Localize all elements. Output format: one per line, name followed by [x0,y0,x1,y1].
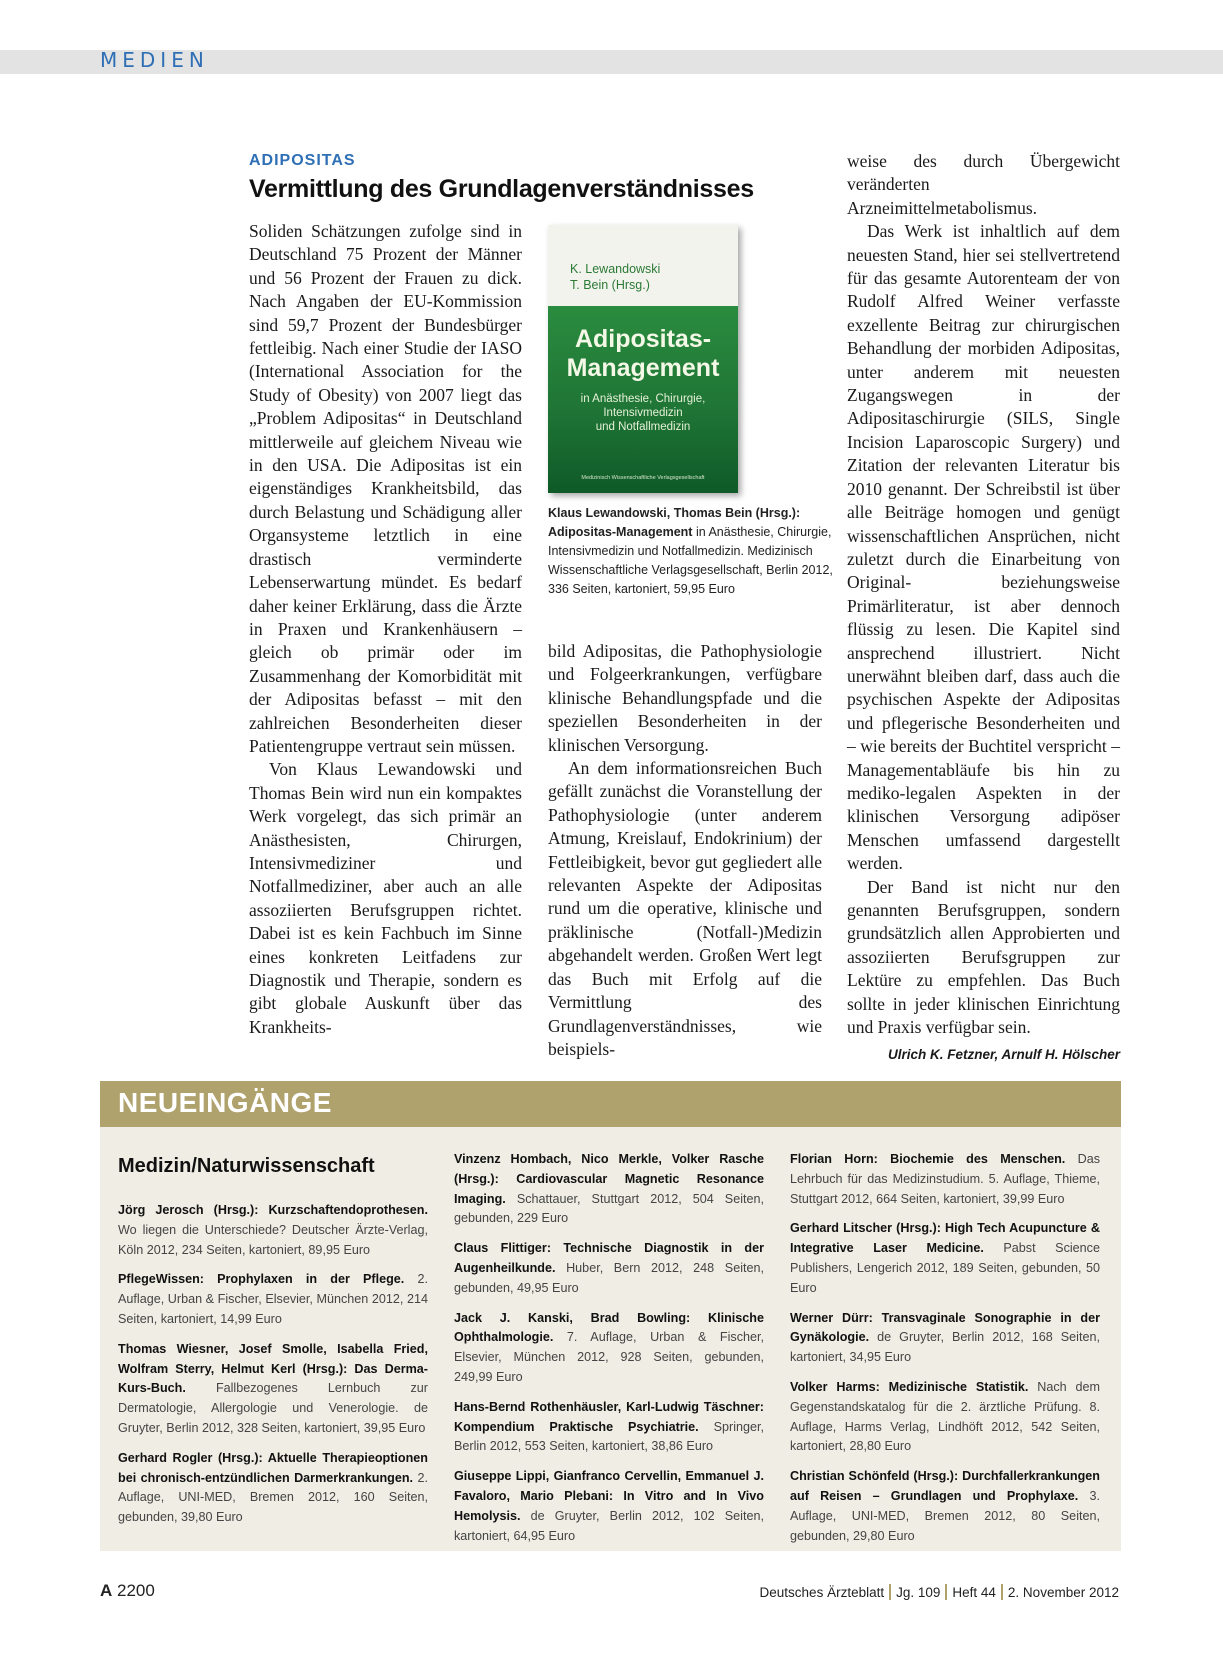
book-listing [790,1378,1100,1457]
article-kicker: ADIPOSITAS [249,152,356,169]
journal-issue: Heft 44 [952,1585,996,1600]
listing-details: Springer, Berlin 2012, 553 Seiten, kartoniert, 38,86 Euro [454,1419,764,1454]
listing-details: de Gruyter, Berlin 2012, 168 Seiten, kartoniert, 34,95 Euro [790,1330,1100,1365]
listing-author-title: Werner Dürr: Transvaginale Sonographie in der Gynäkologie. [790,1310,1100,1345]
listing-details: Pabst Science Publishers, Lengerich 2012, 189 Seiten, gebunden, 50 Euro [790,1241,1100,1295]
paragraph: Soliden Schätzungen zufolge sind in Deutschland 75 Prozent der Männer und 56 Prozent der Frauen zu dick. Nach Angaben der EU-Kommission sind 59,7 Prozent der Bundesbürger fettleibig. Nach einer Studie der IASO (International Association for the Study of Obesity) von 2007 liegt das „Problem Adipositas“ in Deutschland mittlerweile auf gleichem Niveau wie in den USA. Die Adipositas ist ein eigenständiges Krankheitsbild, das durch Belastung und Schädigung aller Organsysteme letztlich in eine drastisch verminderte Lebenserwartung mündet. Es bedarf daher keiner Erklärung, dass die Ärzte in Praxen und Krankenhäusern – gleich ob primär oder im Zusammenhang der Komorbidität mit der Adipositas befasst – mit den zahlreichen Besonderheiten dieser Patientengruppe vertraut sein müssen. [249,221,522,756]
book-listing [454,1239,764,1298]
article-title: Vermittlung des Grundlagenverständnisses [249,175,754,203]
listing-author-title: Thomas Wiesner, Josef Smolle, Isabella Fried, Wolfram Sterry, Helmut Kerl (Hrsg.): Das Derma-Kurs-Buch. [118,1341,428,1396]
article-column-2 [548,640,822,1061]
listing-author-title: Giuseppe Lippi, Gianfranco Cervellin, Emmanuel J. Favaloro, Mario Plebani: In Vitro and In Vivo Hemolysis. [454,1469,764,1523]
listing-author-title: Gerhard Rogler (Hrsg.): Aktuelle Therapieoptionen bei chronisch-entzündlichen Darmerkrankungen. [118,1450,428,1485]
journal-volume: Jg. 109 [896,1585,941,1600]
article-column-3 [847,150,1120,1067]
book-listing [454,1309,764,1388]
cover-publisher: Medizinisch Wissenschaftliche Verlagsgesellschaft [581,475,705,481]
book-listing [790,1467,1100,1546]
book-listing [118,1201,428,1260]
new-arrivals-column-2 [454,1150,764,1556]
listing-details: de Gruyter, Berlin 2012, 102 Seiten, kartoniert, 64,95 Euro [454,1508,764,1543]
book-listing [790,1309,1100,1368]
paragraph: weise des durch Übergewicht veränderten Arzneimittelmetabolismus. [847,151,1120,218]
listing-details: Das Lehrbuch für das Medizinstudium. 5. Auflage, Thieme, Stuttgart 2012, 664 Seiten, kartoniert, 39,99 Euro [790,1152,1100,1206]
caption-authors: Klaus Lewandowski, Thomas Bein (Hrsg.): [548,506,801,520]
listing-author-title: Gerhard Litscher (Hrsg.): High Tech Acupuncture & Integrative Laser Medicine. [790,1221,1100,1256]
book-listing [118,1270,428,1329]
book-listing [790,1150,1100,1209]
listing-author-title: Christian Schönfeld (Hrsg.): Durchfallerkrankungen auf Reisen – Grundlagen und Prophylaxe. [790,1469,1100,1503]
book-cover [548,225,738,493]
listing-details: Huber, Bern 2012, 248 Seiten, gebunden, 49,95 Euro [454,1260,764,1295]
journal-date: 2. November 2012 [1007,1585,1119,1600]
listing-author-title: Claus Flittiger: Technische Diagnostik in der Augenheilkunde. [454,1241,764,1275]
listing-details: Wo liegen die Unterschiede? Deutscher Ärzte-Verlag, Köln 2012, 234 Seiten, kartoniert, 89,95 Euro [118,1222,428,1257]
listing-author-title: Jörg Jerosch (Hrsg.): Kurzschaftendoprothesen. [118,1203,428,1217]
separator [945,1584,947,1600]
new-arrivals-subtitle: Medizin/Naturwissenschaft [118,1155,375,1177]
footer-journal-info [760,1584,1119,1600]
book-listing [454,1398,764,1457]
listing-author-title: Hans-Bernd Rothenhäusler, Karl-Ludwig Täschner: Kompendium Praktische Psychiatrie. [454,1399,764,1434]
listing-details: 7. Auflage, Urban & Fischer, Elsevier, München 2012, 928 Seiten, gebunden, 249,99 Euro [454,1330,764,1384]
separator [1001,1584,1003,1600]
cover-authors: K. Lewandowski T. Bein (Hrsg.) [570,262,661,292]
listing-details: Schattauer, Stuttgart 2012, 504 Seiten, gebunden, 229 Euro [454,1191,764,1226]
listing-author-title: Florian Horn: Biochemie des Menschen. [790,1152,1066,1166]
new-arrivals-title: NEUEINGÄNGE [118,1087,332,1118]
paragraph: bild Adipositas, die Pathophysiologie und Folgeerkrankungen, verfügbare klinische Behandlungspfade und die speziellen Besonderheiten in der klinischen Versorgung. [548,641,822,755]
book-listing [454,1150,764,1229]
separator [889,1584,891,1600]
journal-name: Deutsches Ärzteblatt [759,1585,885,1600]
caption-details: in Anästhesie, Chirurgie, Intensivmedizin und Notfallmedizin. Medizinisch Wissenschaftliche Verlagsgesellschaft, Berlin 2012, 336 Seiten, kartoniert, 59,95 Euro [548,525,833,596]
new-arrivals-column-3 [790,1150,1100,1556]
cover-title: Adipositas- Management [566,325,720,382]
book-listing [454,1467,764,1546]
article-column-1 [249,220,522,1039]
cover-subtitle: in Anästhesie, Chirurgie, Intensivmedizin und Notfallmedizin [580,393,706,433]
reviewer-names: Ulrich K. Fetzner, Arnulf H. Hölscher [887,1047,1120,1063]
book-listing [118,1340,428,1439]
paragraph: Von Klaus Lewandowski und Thomas Bein wird nun ein kompaktes Werk vorgelegt, das sich primär an Anästhesisten, Chirurgen, Intensivmediziner und Notfallmediziner, aber auch an alle assoziierten Berufsgruppen richtet. Dabei ist es kein Fachbuch im Sinne eines konkreten Leitfadens zur Diagnostik und Therapie, sondern es gibt globale Auskunft über das Krankheits- [249,759,522,1037]
book-listing [790,1219,1100,1298]
new-arrivals-column-1 [118,1201,428,1538]
listing-details: Nach dem Gegenstandskatalog für die 2. ärztliche Prüfung. 8. Auflage, Harms Verlag, Lindhöft 2012, 542 Seiten, kartoniert, 28,80 Euro [790,1379,1100,1454]
listing-author-title: Jack J. Kanski, Brad Bowling: Klinische Ophthalmologie. [454,1310,764,1345]
listing-details: Fallbezogenes Lernbuch zur Dermatologie, Allergologie und Venerologie. de Gruyter, Berlin 2012, 328 Seiten, kartoniert, 39,95 Euro [118,1381,428,1435]
listing-details: 2. Auflage, UNI-MED, Bremen 2012, 160 Seiten, gebunden, 39,80 Euro [118,1470,428,1525]
listing-author-title: Volker Harms: Medizinische Statistik. [790,1379,1029,1394]
listing-details: 2. Auflage, Urban & Fischer, Elsevier, München 2012, 214 Seiten, kartoniert, 14,99 Euro [118,1272,428,1326]
book-caption [548,504,833,599]
caption-title: Adipositas-Management [548,525,693,539]
listing-author-title: Vinzenz Hombach, Nico Merkle, Volker Rasche (Hrsg.): Cardiovascular Magnetic Resonance Imaging. [454,1152,764,1206]
section-label: MEDIEN [100,48,209,72]
book-listing [118,1449,428,1528]
paragraph: Der Band ist nicht nur den genannten Berufsgruppen, sondern grundsätzlich allen Approbierten und assoziierten Berufsgruppen zur Lektüre zu empfehlen. Das Buch sollte in jeder klinischen Einrichtung und Praxis verfügbar sein. [847,876,1120,1038]
paragraph: An dem informationsreichen Buch gefällt zunächst die Voranstellung der Pathophysiologie (unter anderem Atmung, Kreislauf, Endokrinium) der Fettleibigkeit, bevor gut gegliedert alle relevanten Aspekte der Adipositas rund um die operative, klinische und präklinische (Notfall-)Medizin abgehandelt werden. Großen Wert legt das Buch mit Erfolg auf die Vermittlung des Grundlagenverständnisses, wie beispiels- [548,758,822,1059]
listing-details: 3. Auflage, UNI-MED, Bremen 2012, 80 Seiten, gebunden, 29,80 Euro [790,1488,1100,1543]
listing-author-title: PflegeWissen: Prophylaxen in der Pflege. [118,1272,405,1287]
paragraph: Das Werk ist inhaltlich auf dem neuesten Stand, hier sei stellvertretend für das gesamte Autorenteam der von Rudolf Alfred Weiner verfasste exzellente Beitrag zur chirurgischen Behandlung der morbiden Adipositas, unter anderem mit neuesten Zugangswegen in der Adipositaschirurgie (SILS, Single Incision Laparoscopic Surgery) und Zitation der relevanten Literatur bis 2010 genannt. Der Schreibstil ist über alle Beiträge homogen und genügt wissenschaftlichen Ansprüchen, nicht zuletzt durch die Einarbeitung von Original- beziehungsweise Primärliteratur, ist aber dennoch flüssig zu lesen. Die Kapitel sind ansprechend illustriert. Nicht unerwähnt bleiben darf, dass auch die psychischen Aspekte der Adipositas und pflegerische Besonderheiten und – wie bereits der Buchtitel verspricht – Managementabläufe bis hin zu mediko-legalen Aspekten in der klinischen Versorgung adipöser Menschen umfassend dargestellt werden. [847,221,1120,874]
page-number: A 2200 [100,1581,155,1600]
